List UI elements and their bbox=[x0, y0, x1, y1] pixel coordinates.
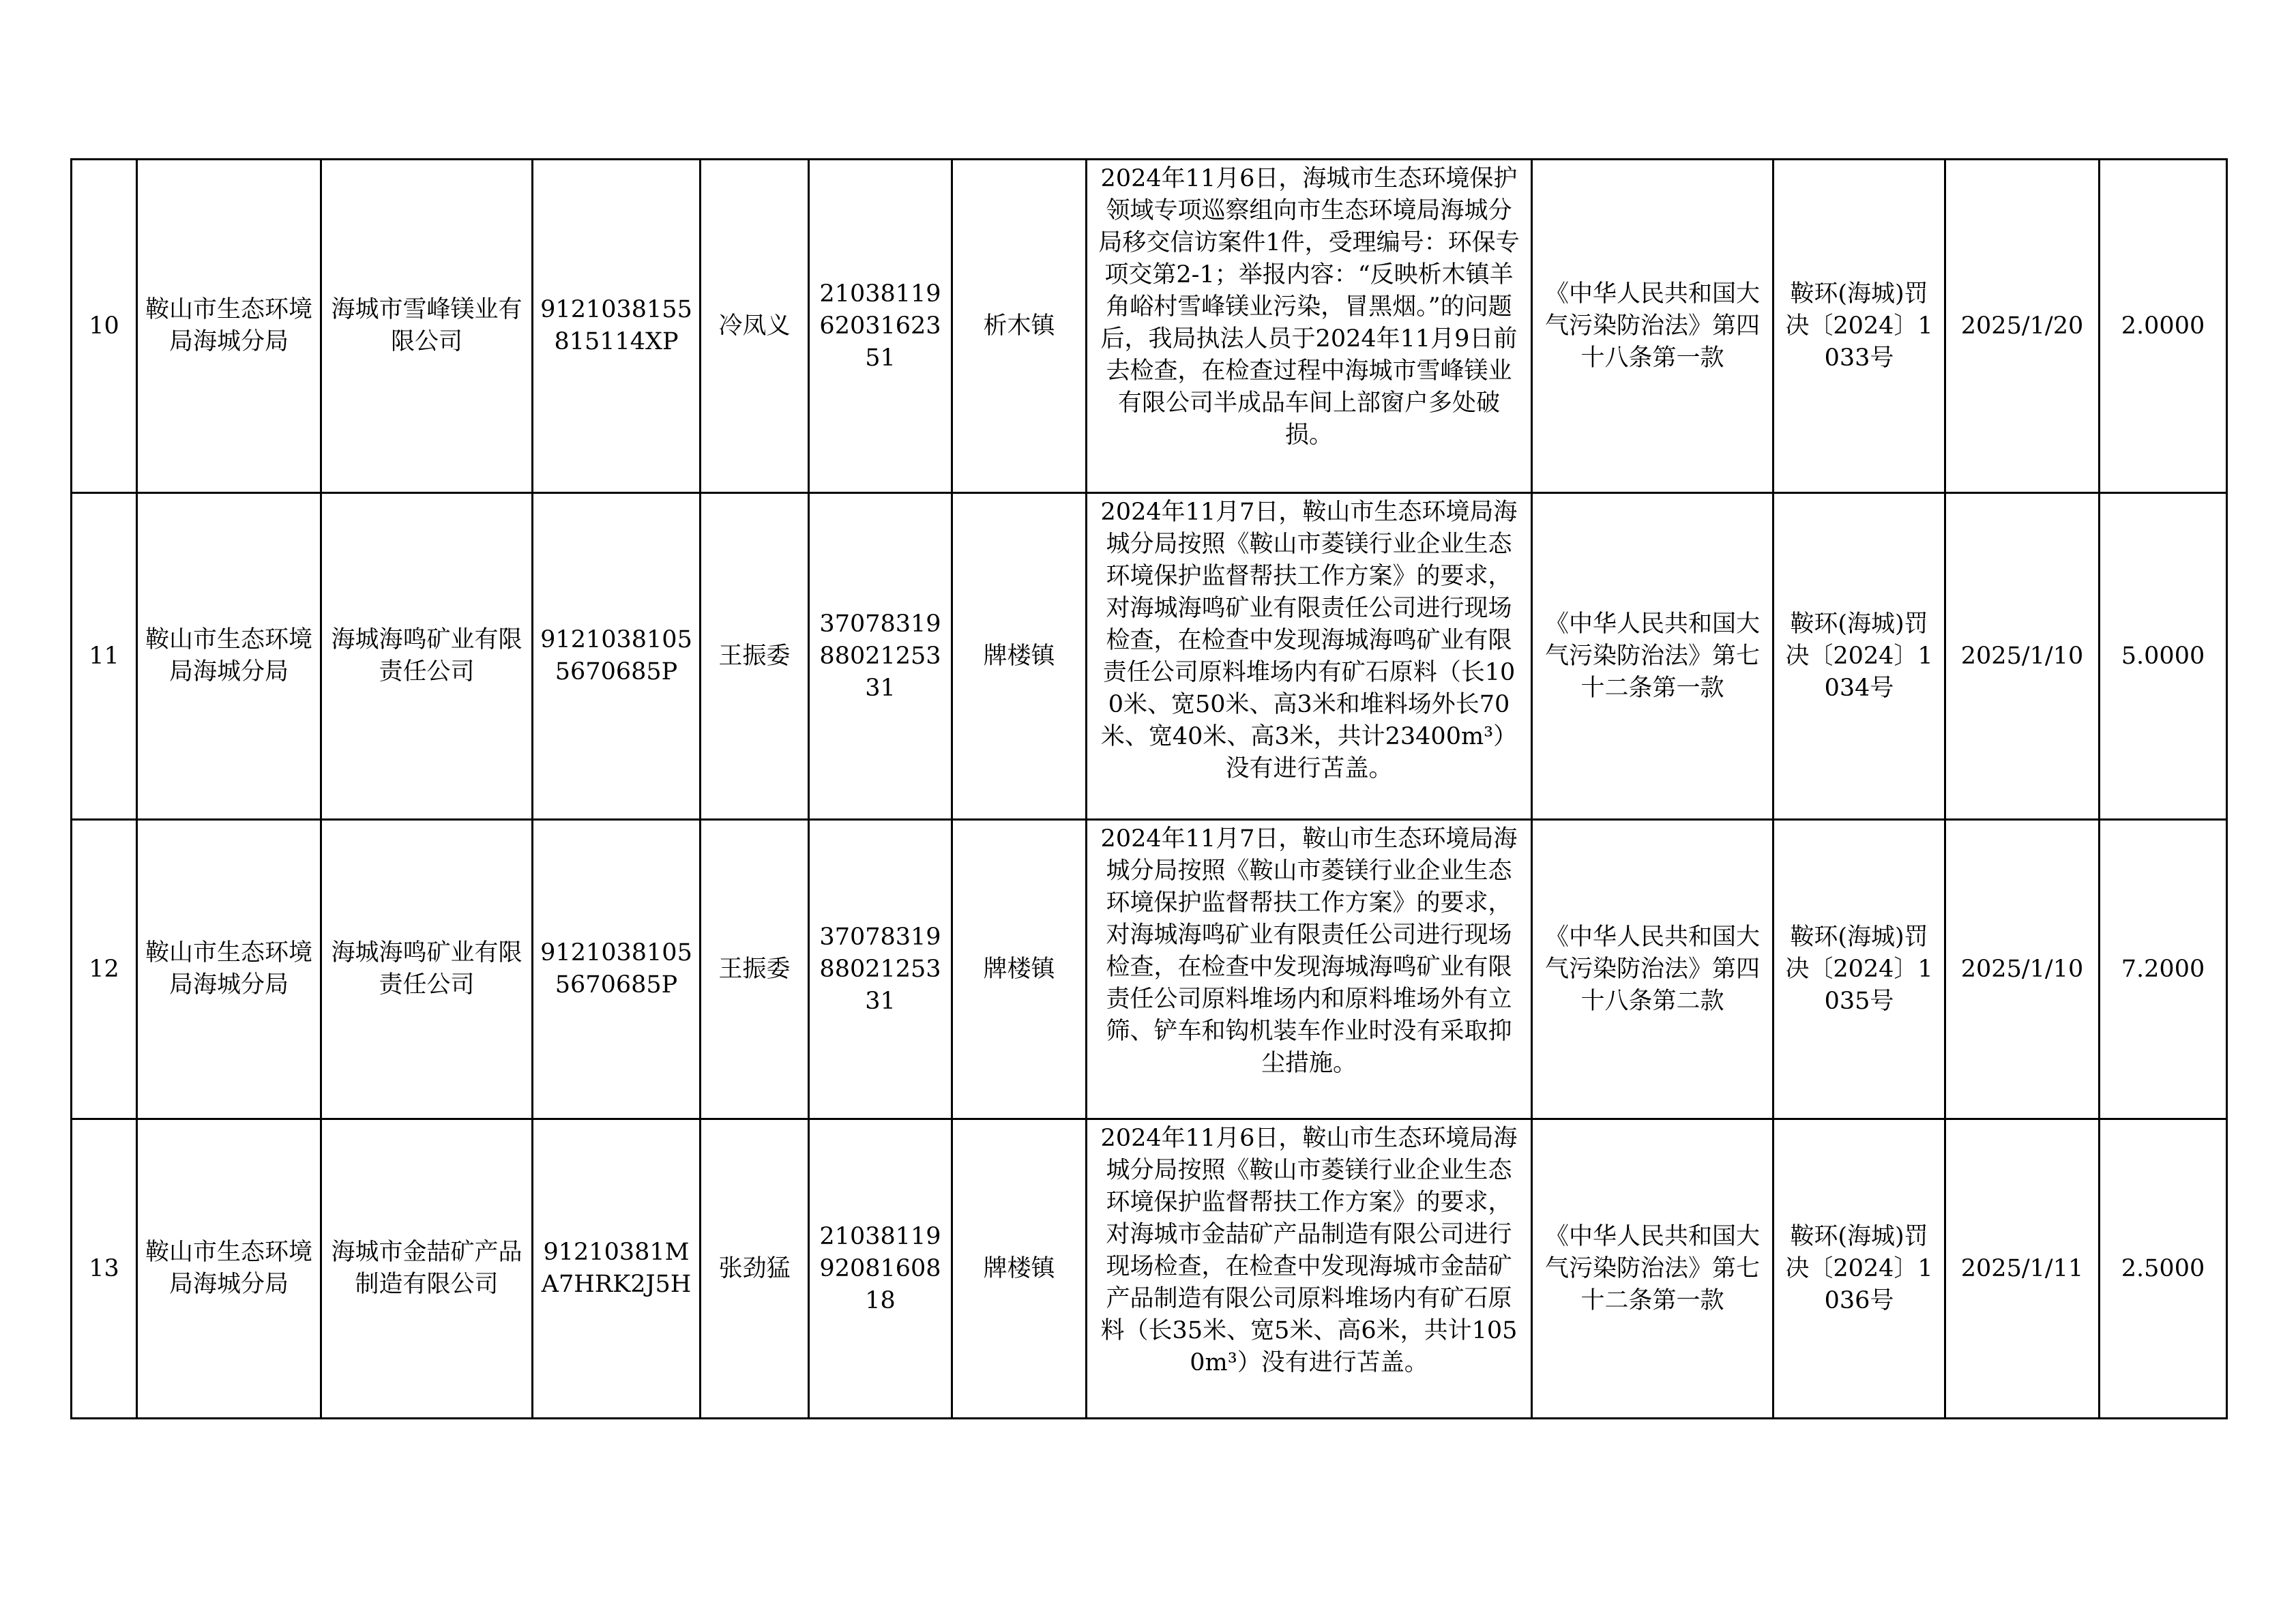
credit-code-cell: 91210381055670685P bbox=[533, 493, 701, 820]
decision-number-cell: 鞍环(海城)罚决〔2024〕1035号 bbox=[1773, 820, 1945, 1119]
penalty-amount-cell: 2.0000 bbox=[2100, 160, 2227, 493]
authority-cell: 鞍山市生态环境局海城分局 bbox=[137, 1119, 321, 1419]
id-number-cell: 370783198802125331 bbox=[809, 493, 952, 820]
violation-facts-text: 2024年11月6日，海城市生态环境保护领域专项巡察组向市生态环境局海城分局移交信访案件1件，受理编号：环保专项交第2-1；举报内容：“反映析木镇羊角峪村雪峰镁业污染，冒黑烟。”的问题后，我局执法人员于2024年11月9日前去检查，在检查过程中海城市雪峰镁业有限公司半成品车间上部窗户多处破损。 bbox=[1098, 165, 1520, 449]
company-cell: 海城海鸣矿业有限责任公司 bbox=[321, 493, 533, 820]
legal-rep-cell: 张劲猛 bbox=[701, 1119, 809, 1419]
row-number-cell: 10 bbox=[72, 160, 137, 493]
decision-date-cell: 2025/1/20 bbox=[1945, 160, 2100, 493]
decision-date-cell: 2025/1/10 bbox=[1945, 820, 2100, 1119]
legal-basis-cell: 《中华人民共和国大气污染防治法》第四十八条第二款 bbox=[1532, 820, 1773, 1119]
table-row bbox=[72, 493, 2227, 820]
company-cell: 海城市雪峰镁业有限公司 bbox=[321, 160, 533, 493]
penalty-records-table bbox=[70, 158, 2228, 1419]
decision-number-cell: 鞍环(海城)罚决〔2024〕1033号 bbox=[1773, 160, 1945, 493]
legal-rep-cell: 王振委 bbox=[701, 820, 809, 1119]
authority-cell: 鞍山市生态环境局海城分局 bbox=[137, 493, 321, 820]
penalty-amount-cell: 5.0000 bbox=[2100, 493, 2227, 820]
decision-number-cell: 鞍环(海城)罚决〔2024〕1034号 bbox=[1773, 493, 1945, 820]
legal-basis-cell: 《中华人民共和国大气污染防治法》第七十二条第一款 bbox=[1532, 493, 1773, 820]
credit-code-cell: 91210381055670685P bbox=[533, 820, 701, 1119]
legal-basis-cell: 《中华人民共和国大气污染防治法》第四十八条第一款 bbox=[1532, 160, 1773, 493]
credit-code-cell: 91210381MA7HRK2J5H bbox=[533, 1119, 701, 1419]
violation-facts-cell bbox=[1087, 493, 1532, 820]
company-cell: 海城市金喆矿产品制造有限公司 bbox=[321, 1119, 533, 1419]
legal-rep-cell: 冷凤义 bbox=[701, 160, 809, 493]
penalty-amount-cell: 7.2000 bbox=[2100, 820, 2227, 1119]
row-number-cell: 11 bbox=[72, 493, 137, 820]
decision-number-cell: 鞍环(海城)罚决〔2024〕1036号 bbox=[1773, 1119, 1945, 1419]
violation-facts-cell bbox=[1087, 1119, 1532, 1419]
penalty-amount-cell: 2.5000 bbox=[2100, 1119, 2227, 1419]
decision-date-cell: 2025/1/11 bbox=[1945, 1119, 2100, 1419]
row-number-cell: 13 bbox=[72, 1119, 137, 1419]
table-row bbox=[72, 820, 2227, 1119]
violation-facts-text: 2024年11月6日，鞍山市生态环境局海城分局按照《鞍山市菱镁行业企业生态环境保护监督帮扶工作方案》的要求，对海城市金喆矿产品制造有限公司进行现场检查，在检查中发现海城市金喆矿产品制造有限公司原料堆场内有矿石原料（长35米、宽5米、高6米，共计1050m³）没有进行苫盖。 bbox=[1100, 1125, 1518, 1376]
violation-facts-cell bbox=[1087, 820, 1532, 1119]
legal-basis-cell: 《中华人民共和国大气污染防治法》第七十二条第一款 bbox=[1532, 1119, 1773, 1419]
town-cell: 牌楼镇 bbox=[952, 493, 1087, 820]
row-number-cell: 12 bbox=[72, 820, 137, 1119]
id-number-cell: 370783198802125331 bbox=[809, 820, 952, 1119]
authority-cell: 鞍山市生态环境局海城分局 bbox=[137, 160, 321, 493]
credit-code-cell: 9121038155815114XP bbox=[533, 160, 701, 493]
violation-facts-text: 2024年11月7日，鞍山市生态环境局海城分局按照《鞍山市菱镁行业企业生态环境保护监督帮扶工作方案》的要求，对海城海鸣矿业有限责任公司进行现场检查，在检查中发现海城海鸣矿业有限责任公司原料堆场内和原料堆场外有立筛、铲车和钩机装车作业时没有采取抑尘措施。 bbox=[1100, 825, 1518, 1077]
id-number-cell: 210381196203162351 bbox=[809, 160, 952, 493]
decision-date-cell: 2025/1/10 bbox=[1945, 493, 2100, 820]
town-cell: 析木镇 bbox=[952, 160, 1087, 493]
table-row bbox=[72, 1119, 2227, 1419]
town-cell: 牌楼镇 bbox=[952, 820, 1087, 1119]
company-cell: 海城海鸣矿业有限责任公司 bbox=[321, 820, 533, 1119]
table-row bbox=[72, 160, 2227, 493]
authority-cell: 鞍山市生态环境局海城分局 bbox=[137, 820, 321, 1119]
legal-rep-cell: 王振委 bbox=[701, 493, 809, 820]
id-number-cell: 210381199208160818 bbox=[809, 1119, 952, 1419]
violation-facts-cell bbox=[1087, 160, 1532, 493]
town-cell: 牌楼镇 bbox=[952, 1119, 1087, 1419]
violation-facts-text: 2024年11月7日，鞍山市生态环境局海城分局按照《鞍山市菱镁行业企业生态环境保护监督帮扶工作方案》的要求，对海城海鸣矿业有限责任公司进行现场检查，在检查中发现海城海鸣矿业有限责任公司原料堆场内有矿石原料（长100米、宽50米、高3米和堆料场外长70米、宽40米、高3米，共计23400m³）没有进行苫盖。 bbox=[1100, 499, 1518, 782]
